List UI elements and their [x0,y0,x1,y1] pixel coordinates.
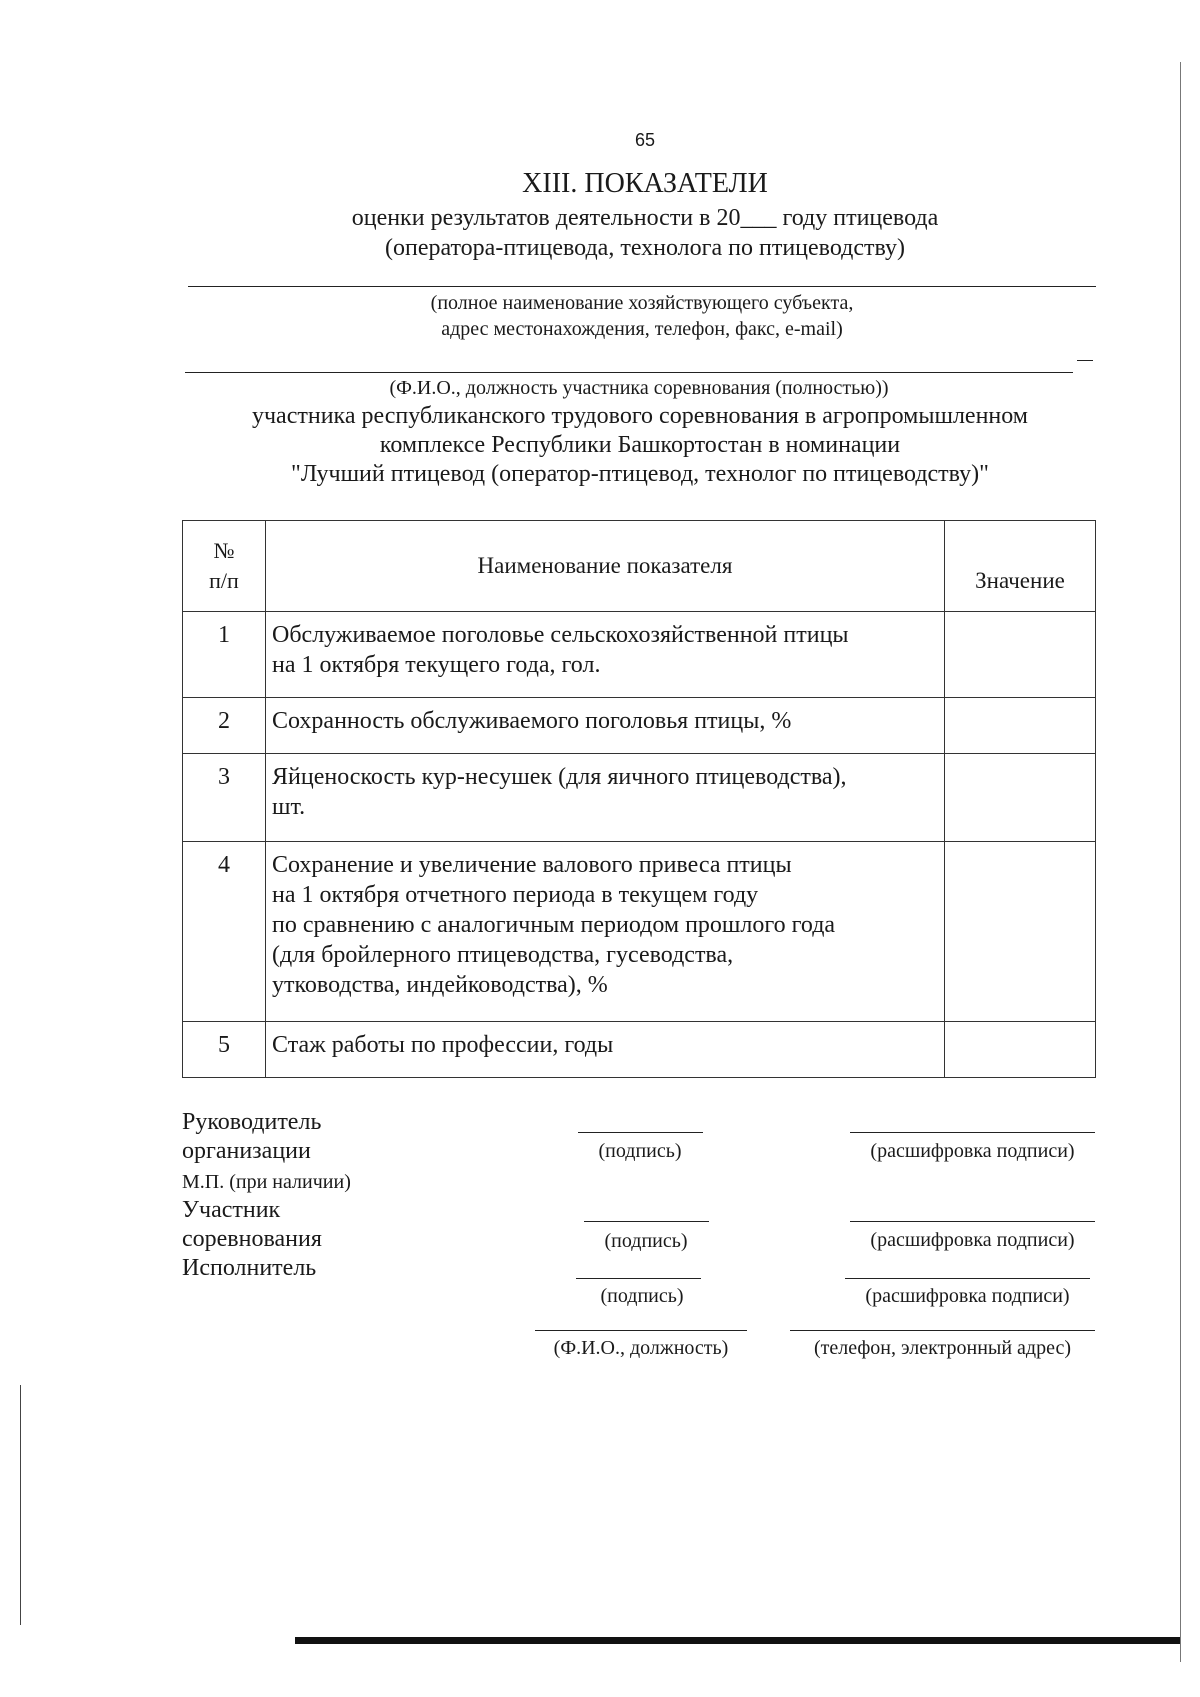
executor-fio-caption: (Ф.И.О., должность) [553,1337,729,1359]
participant-label-line: соревнования [182,1226,322,1252]
table-header-row [183,521,1096,612]
indicator-line: по сравнению с аналогичным периодом прошлого года [272,912,836,938]
participant-blank-line-end [1077,360,1093,361]
executor-signature-line[interactable] [576,1278,701,1279]
table-row [183,754,1096,842]
participant-label [182,1196,322,1254]
caption-line: адрес местонахождения, телефон, факс, e-mail) [441,318,843,340]
row-value-cell[interactable] [945,842,1096,1022]
caption-line: (полное наименование хозяйствующего субъекта, [430,292,854,314]
head-signature-caption: (подпись) [598,1140,682,1162]
row-number: 3 [183,754,266,842]
row-indicator-name [266,754,945,842]
executor-decoding-caption: (расшифровка подписи) [865,1285,1070,1307]
document-subtitle [0,203,1200,263]
scan-edge-right [1180,62,1181,1662]
row-value-cell[interactable] [945,612,1096,698]
row-value-cell[interactable] [945,1022,1096,1078]
executor-decoding-line[interactable] [845,1278,1090,1279]
participant-caption: (Ф.И.О., должность участника соревнования (полностью)) [389,377,889,399]
indicators-table [182,520,1096,1078]
executor-contact-line[interactable] [790,1330,1095,1331]
subtitle-line: (оператора-птицевода, технолога по птицеводству) [384,235,906,261]
header-number-symbol: № [213,538,235,563]
header-number [183,521,266,612]
executor-signature-caption: (подпись) [600,1285,684,1307]
indicator-line: Обслуживаемое поголовье сельскохозяйственной птицы [272,622,849,648]
participant-label-line: Участник [182,1197,281,1223]
row-indicator-name [266,612,945,698]
table-row [183,612,1096,698]
head-signature-line[interactable] [578,1132,703,1133]
body-line: комплексе Республики Башкортостан в номинации [379,432,901,458]
indicator-line: (для бройлерного птицеводства, гусеводства, [272,942,734,968]
row-indicator-name [266,698,945,754]
row-value-cell[interactable] [945,754,1096,842]
scan-edge-left [20,1385,21,1625]
executor-contact-caption: (телефон, электронный адрес) [813,1337,1072,1359]
indicator-line: Стаж работы по профессии, годы [272,1032,614,1058]
scan-bottom-bar [295,1637,1180,1644]
executor-label: Исполнитель [182,1255,317,1281]
indicator-line: Яйценоскость кур-несушек (для яичного птицеводства), [272,764,847,790]
indicator-line: на 1 октября отчетного периода в текущем году [272,882,759,908]
head-label [182,1108,321,1166]
row-indicator-name [266,1022,945,1078]
body-line: "Лучший птицевод (оператор-птицевод, технолог по птицеводству)" [291,461,989,487]
row-number: 2 [183,698,266,754]
header-number-abbr: п/п [209,568,239,593]
table-row [183,1022,1096,1078]
executor-fio-line[interactable] [535,1330,747,1331]
participant-signature-caption: (подпись) [604,1230,688,1252]
entity-blank-line [188,286,1096,287]
stamp-label: М.П. (при наличии) [182,1171,351,1193]
table-row [183,698,1096,754]
indicator-line: утководства, индейководства), % [272,972,608,998]
row-value-cell[interactable] [945,698,1096,754]
document-title: XIII. ПОКАЗАТЕЛИ [522,168,768,199]
row-number: 4 [183,842,266,1022]
subtitle-line: оценки результатов деятельности в 20___ году птицевода [351,205,939,231]
participant-blank-line [185,372,1073,373]
header-value: Значение [945,521,1096,612]
row-indicator-name [266,842,945,1022]
body-line: участника республиканского трудового соревнования в агропромышленном [251,403,1028,429]
participant-decoding-line[interactable] [850,1221,1095,1222]
head-label-line: организации [182,1138,311,1164]
page-number: 65 [634,130,656,150]
entity-caption [188,290,1096,342]
indicator-line: Сохранность обслуживаемого поголовья птицы, % [272,708,792,734]
participant-signature-line[interactable] [584,1221,709,1222]
participant-decoding-caption: (расшифровка подписи) [870,1229,1075,1251]
header-indicator-name: Наименование показателя [266,521,945,612]
indicator-line: на 1 октября текущего года, гол. [272,652,601,678]
head-decoding-line[interactable] [850,1132,1095,1133]
row-number: 1 [183,612,266,698]
indicator-line: Сохранение и увеличение валового привеса птицы [272,852,792,878]
head-label-line: Руководитель [182,1109,322,1135]
table-row [183,842,1096,1022]
indicator-line: шт. [272,794,306,820]
nomination-text [170,402,1110,489]
head-decoding-caption: (расшифровка подписи) [870,1140,1075,1162]
row-number: 5 [183,1022,266,1078]
